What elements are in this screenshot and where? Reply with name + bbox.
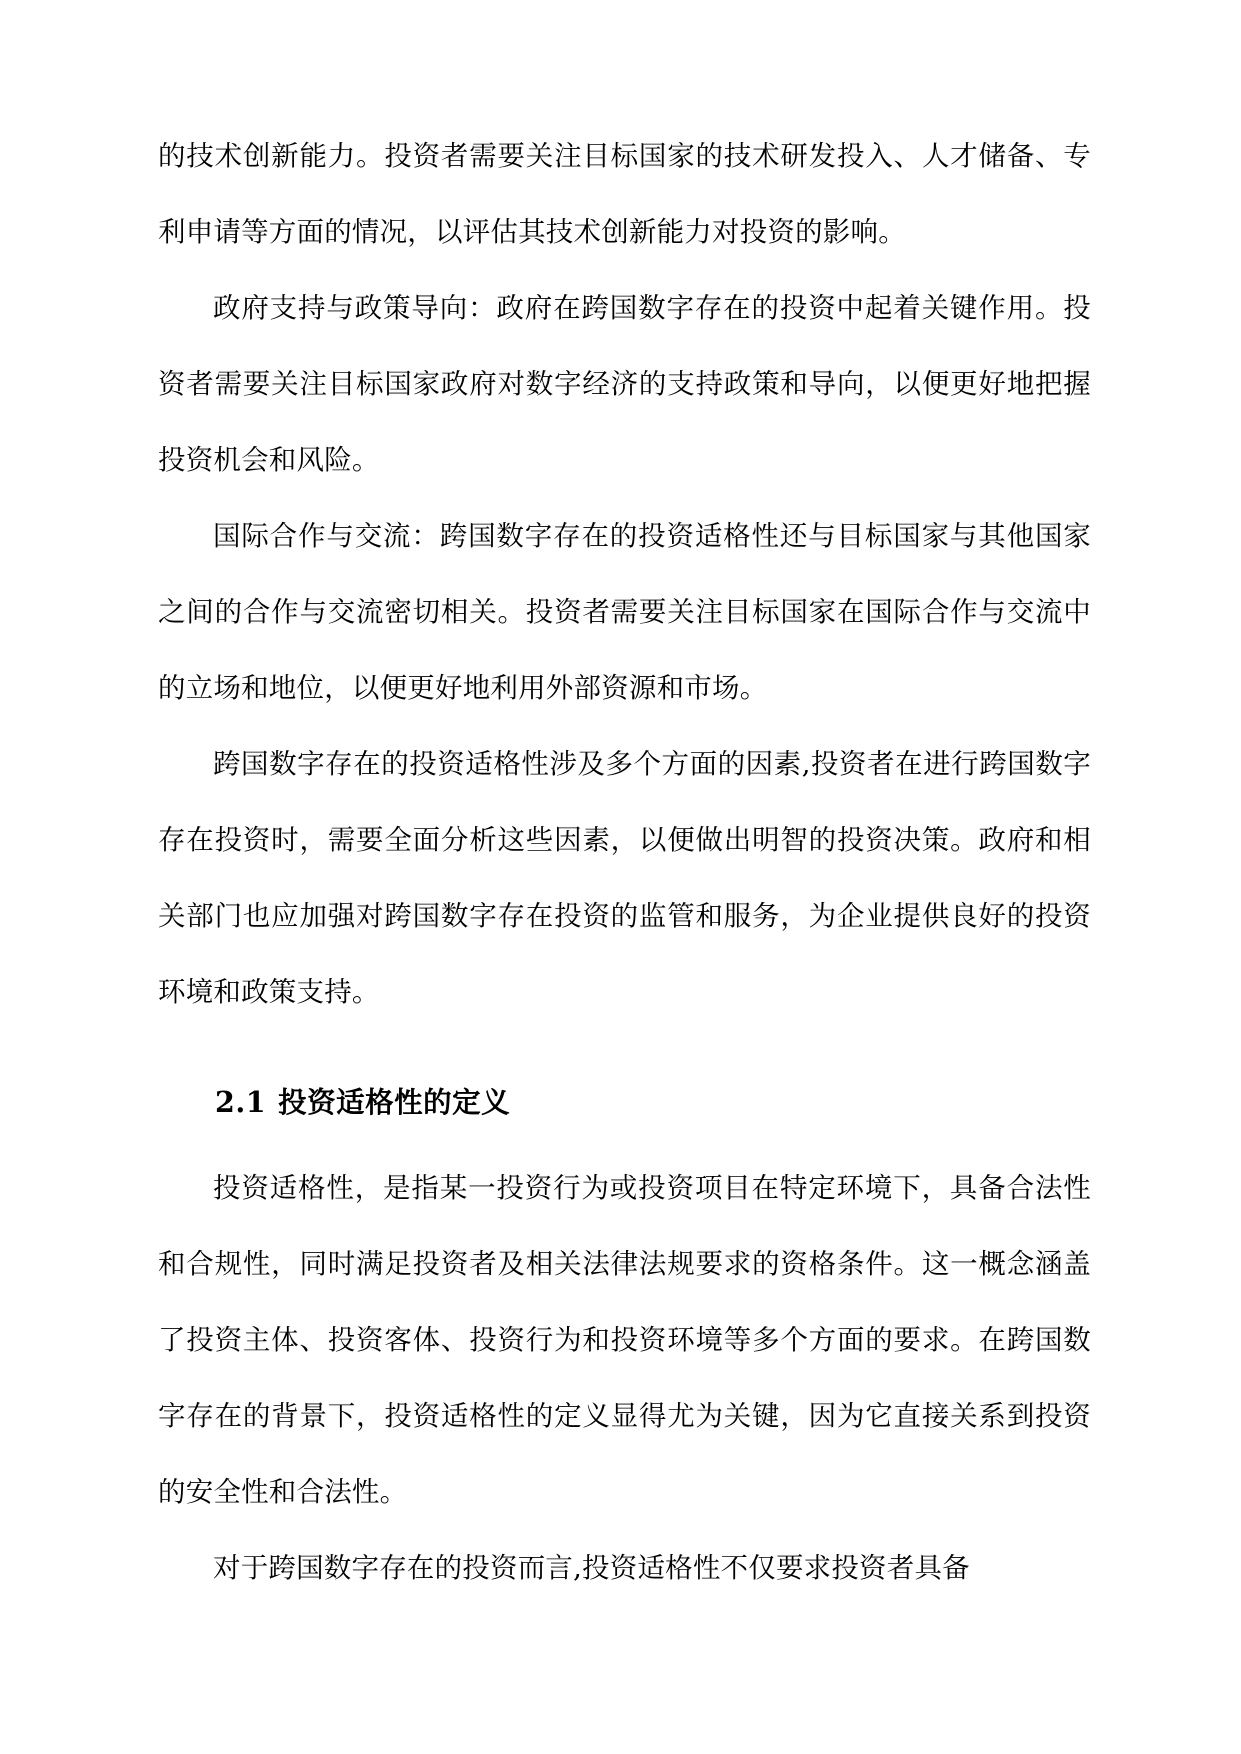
- section-spacer: [158, 1030, 1091, 1064]
- paragraph-requirements: 对于跨国数字存在的投资而言,投资适格性不仅要求投资者具备: [213, 1552, 970, 1584]
- paragraph-summary: 跨国数字存在的投资适格性涉及多个方面的因素,投资者在进行跨国数字存在投资时，需要全面分析这些因素，以便做出明智的投资决策。政府和相关部门也应加强对跨国数字存在投资的监管和服务，为企业提供良好的投资环境和政策支持。: [158, 748, 1091, 1008]
- paragraph-government-support: 政府支持与政策导向：政府在跨国数字存在的投资中起着关键作用。投资者需要关注目标国家政府对数字经济的支持政策和导向，以便更好地把握投资机会和风险。: [158, 292, 1091, 476]
- section-heading: [158, 1064, 1091, 1140]
- section-heading-title: 投资适格性的定义: [278, 1085, 511, 1119]
- paragraph-international-cooperation: 国际合作与交流：跨国数字存在的投资适格性还与目标国家与其他国家之间的合作与交流密切相关。投资者需要关注目标国家在国际合作与交流中的立场和地位，以便更好地利用外部资源和市场。: [158, 520, 1091, 704]
- paragraph-tech-innovation: 的技术创新能力。投资者需要关注目标国家的技术研发投入、人才储备、专利申请等方面的情况，以评估其技术创新能力对投资的影响。: [158, 140, 1091, 248]
- section-heading-number: 2.1: [215, 1085, 267, 1119]
- heading-spacer: [158, 1140, 1091, 1150]
- paragraph-definition: 投资适格性，是指某一投资行为或投资项目在特定环境下，具备合法性和合规性，同时满足投资者及相关法律法规要求的资格条件。这一概念涵盖了投资主体、投资客体、投资行为和投资环境等多个方面的要求。在跨国数字存在的背景下，投资适格性的定义显得尤为关键，因为它直接关系到投资的安全性和合法性。: [158, 1172, 1091, 1508]
